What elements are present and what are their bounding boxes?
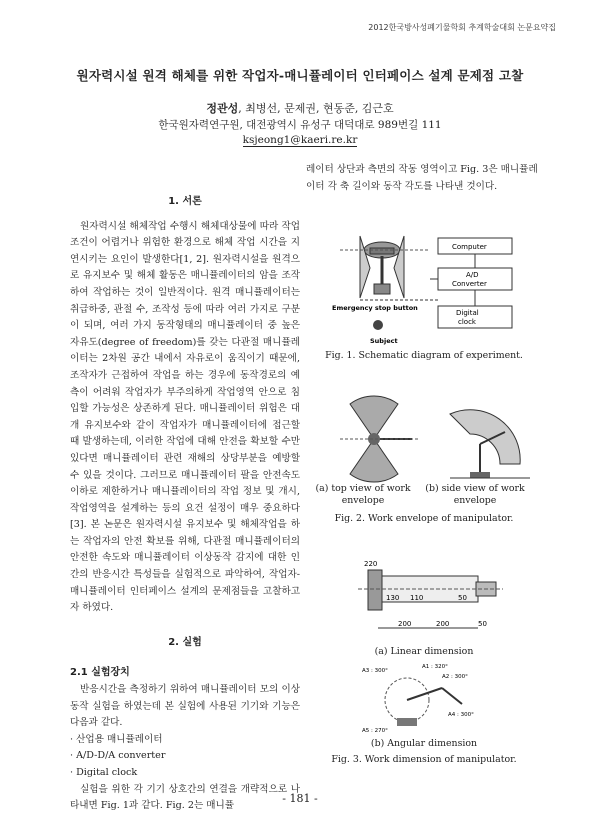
right-column-text: 레이터 상단과 측면의 작동 영역이고 Fig. 3은 매니퓰레이터 각 축 길이와 동작 각도를 나타낸 것이다.: [306, 164, 538, 192]
intro-heading: 1. 서론: [168, 196, 202, 207]
experiment-paragraph-2: 실험을 위한 각 기기 상호간의 연결을 개략적으로 나타내면 Fig. 1과 같다. Fig. 2는 매니퓰: [70, 783, 300, 812]
angle-a5: A5 : 270°: [362, 728, 388, 734]
figure-3b-angular: [362, 660, 482, 734]
fig1-clock-label: clock: [458, 318, 476, 326]
figure-2-envelope: [320, 394, 540, 484]
figure-1-schematic: [330, 228, 530, 346]
fig3-sub-a: (a) Linear dimension: [374, 646, 474, 657]
angle-a4: A4 : 300°: [448, 712, 474, 718]
first-author: 정관성: [206, 102, 239, 115]
fig2-sub-b-line1: (b) side view of work: [425, 483, 525, 494]
dim-50: 50: [458, 594, 467, 602]
fig2-sub-b: [420, 483, 530, 507]
side-view-drawing: [450, 410, 530, 478]
running-head: 2012한국방사성폐기물학회 추계학술대회 논문요약집: [368, 23, 556, 32]
paper-title: 원자력시설 원격 해체를 위한 작업자-매니퓰레이터 인터페이스 설계 문제점 고찰: [76, 68, 524, 83]
fig1-digital-label: Digital: [456, 309, 479, 317]
co-authors: , 최병선, 문제권, 현동준, 김근호: [238, 102, 394, 115]
angle-a3: A3 : 300°: [362, 668, 388, 674]
equipment-item: · Digital clock: [70, 767, 138, 778]
fig1-ad-label: A/D: [466, 271, 479, 279]
dim-200-b: 200: [436, 620, 450, 628]
fig2-sub-a-line1: (a) top view of work: [315, 483, 411, 494]
affiliation: 한국원자력연구원, 대전광역시 유성구 대덕대로 989번길 111: [158, 119, 442, 131]
subsection-heading: 2.1 실험장치: [70, 667, 130, 679]
experiment-paragraph: 반응시간을 측정하기 위하여 매니퓰레이터 모의 이상동작 실험을 하였는데 본 실험에 사용된 기기와 기능은 다음과 같다.: [70, 684, 300, 729]
figure-3a-linear: [358, 556, 508, 646]
fig1-computer-label: Computer: [452, 243, 487, 251]
fig2-sub-b-line2: envelope: [453, 495, 497, 506]
subject-icon: [373, 320, 383, 330]
left-column: [70, 194, 300, 815]
fig1-subject-label: Subject: [370, 337, 398, 345]
dim-130: 130: [386, 594, 400, 602]
fig1-converter-label: Converter: [452, 280, 487, 288]
experiment-heading: 2. 실험: [168, 636, 202, 648]
dim-220: 220: [364, 560, 378, 568]
dim-200-a: 200: [398, 620, 412, 628]
fig3-sub-b: (b) Angular dimension: [370, 738, 478, 749]
dim-50-b: 50: [478, 620, 487, 628]
dim-110: 110: [410, 594, 424, 602]
equipment-item: · 산업용 매니퓰레이터: [70, 733, 163, 745]
fig2-caption: Fig. 2. Work envelope of manipulator.: [334, 513, 514, 524]
author-line: [0, 100, 600, 116]
fig2-sub-a: [308, 483, 418, 507]
fig1-emergency-label: Emergency stop button: [332, 304, 418, 312]
angle-a2: A2 : 300°: [442, 674, 468, 680]
angle-a1: A1 : 320°: [422, 664, 448, 670]
top-view-drawing: [340, 396, 420, 482]
fig1-caption: Fig. 1. Schematic diagram of experiment.: [325, 350, 523, 361]
intro-paragraph: 원자력시설 해체작업 수행시 해체대상물에 따라 작업 조건이 어렵거나 위험한 환경으로 해체 작업 시간을 지연시키는 요인이 발생한다[1, 2]. 원자력시설을 원격으로 유지보수 및 해체 활동은 매니퓰레이터의 암을 조작하여 작업하는 것이 일반적이다. 원격 매니퓰레이터는 취급하중, 관절 수, 조작성 등에 따라 여러 가지로 구분이 되며, 여러 가지 동작형태의 매니퓰레이터 중 높은 자유도(degree of freedom)를 갖는 다관절 매니퓰레이터는 2차원 공간 내에서 자유로이 움직이기 때문에, 조작자가 근접하여 작업을 하는 경우에 동작경로의 예측이 어려워 작업자가 부주의하게 작업영역 안으로 침입할 가능성은 상존하게 된다. 매니퓰레이터 위험은 대개 유지보수와 같이 작업자가 매니퓰레이터에 접근할 때 발생하는데, 이러한 작업에 대해 안전을 확보할 수만 있다면 매니퓰레이터 관련 재해의 상당부분을 예방할 수 있을 것이다. 그러므로 매니퓰레이터 팔을 안전속도 이하로 제한하거나 매니퓰레이터의 작업 정보 및 개시, 작업영역을 설계하는 등의 요건 설정이 매우 중요하다[3]. 본 논문은 원자력시설 유지보수 및 해체작업을 하는 작업자의 안전 확보를 위해, 다관절 매니퓰레이터의 안전한 속도와 매니퓰레이터 이상동작 감지에 대한 인간의 반응시간 특성들을 실험적으로 파악하여, 작업자-매니퓰레이터 인터페이스 설계의 문제점들을 고찰하고자 하였다.: [70, 220, 300, 614]
email-link[interactable]: ksjeong1@kaeri.re.kr: [242, 134, 358, 146]
fig2-sub-a-line2: envelope: [341, 495, 385, 506]
manipulator-drawing: [360, 236, 404, 298]
fig3-caption: Fig. 3. Work dimension of manipulator.: [331, 754, 517, 765]
email-line: [0, 134, 600, 146]
equipment-item: · A/D-D/A converter: [70, 750, 166, 762]
page-number: - 181 -: [282, 792, 318, 805]
